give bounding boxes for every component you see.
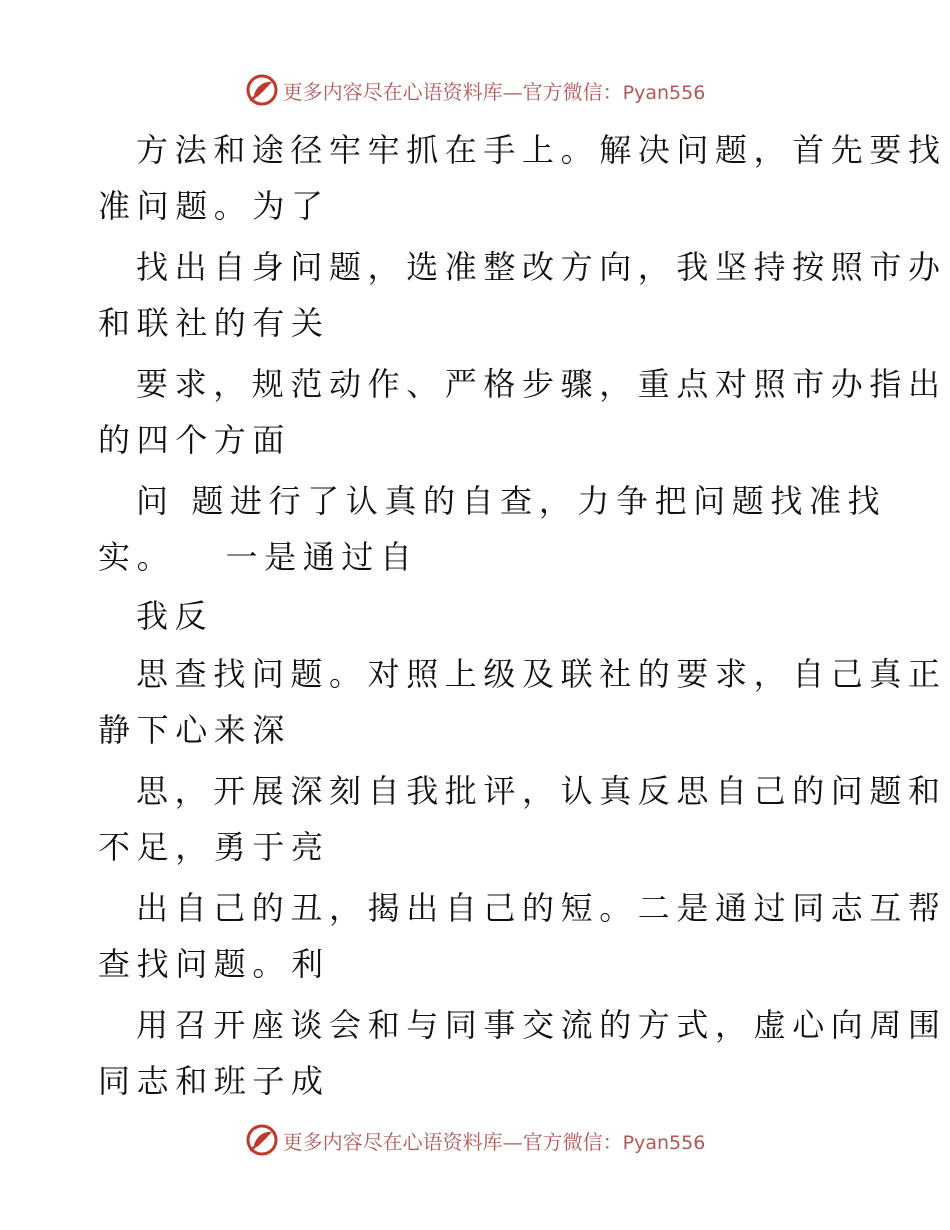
body-line-8: 实。 一是通过自 [98, 538, 419, 576]
body-line-6: 的四个方面 [98, 421, 292, 459]
footer-banner-label: 更多内容尽在心语资料库—官方微信： [282, 1129, 623, 1154]
header-banner-label: 更多内容尽在心语资料库—官方微信： [282, 79, 623, 104]
body-line-13: 不足，勇于亮 [98, 828, 330, 866]
footer-banner [0, 1120, 950, 1160]
header-wechat-id: Pyan556 [622, 81, 706, 104]
body-line-11: 静下心来深 [98, 711, 292, 749]
body-line-10: 思查找问题。对照上级及联社的要求，自己真正 [136, 655, 947, 693]
body-line-14: 出自己的丑，揭出自己的短。二是通过同志互帮 [136, 889, 947, 927]
body-line-17: 同志和班子成 [98, 1062, 330, 1100]
body-line-1: 方法和途径牢牢抓在手上。解决问题，首先要找 [136, 131, 947, 169]
body-line-12: 思，开展深刻自我批评，认真反思自己的问题和 [136, 772, 947, 810]
body-line-5: 要求，规范动作、严格步骤，重点对照市办指出 [136, 365, 947, 403]
footer-banner-text [283, 1126, 706, 1155]
body-line-15: 查找问题。利 [98, 945, 330, 983]
body-line-16: 用召开座谈会和与同事交流的方式，虚心向周围 [136, 1006, 947, 1044]
body-line-7: 问 题进行了认真的自查，力争把问题找准找 [136, 482, 887, 520]
body-line-4: 和联社的有关 [98, 304, 330, 342]
body-line-9: 我反 [136, 597, 214, 635]
brand-logo-icon [245, 73, 279, 107]
body-line-2: 准问题。为了 [98, 187, 330, 225]
footer-wechat-id: Pyan556 [622, 1131, 706, 1154]
brand-logo-icon [245, 1123, 279, 1157]
header-banner [0, 70, 950, 110]
body-line-3: 找出自身问题，选准整改方向，我坚持按照市办 [136, 248, 947, 286]
header-banner-text [283, 76, 706, 105]
